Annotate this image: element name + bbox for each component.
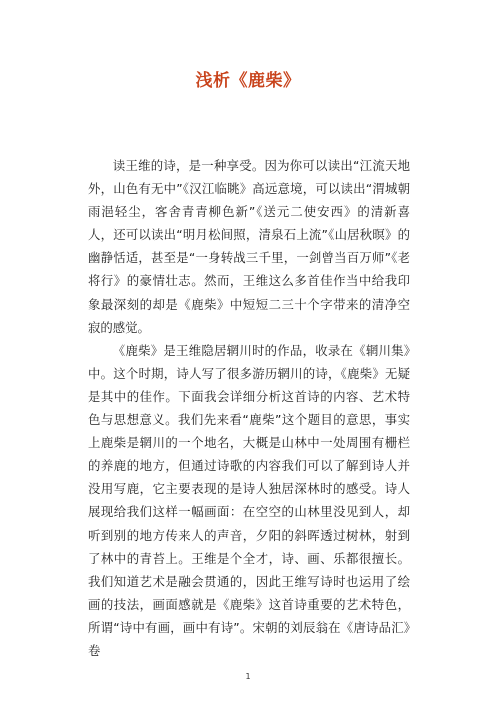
paragraph: 读王维的诗，是一种享受。因为你可以读出“江流天地外，山色有无中”《汉江临眺》高远意境，可以读出“渭城朝雨浥轻尘，客舍青青柳色新”《送元二使安西》的清新喜人，还可以读出“明月松间照，清泉石上流”《山居秋暝》的幽静恬适，甚至是“一身转战三千里，一剑曾当百万师”《老将行》的豪情壮志。然而，王维这么多首佳作当中给我印象最深刻的却是《鹿柴》中短短二三十个字带来的清净空寂的感觉。 bbox=[88, 158, 410, 335]
document-body bbox=[88, 154, 410, 662]
page-number: 1 bbox=[245, 672, 251, 681]
paragraph: 《鹿柴》是王维隐居辋川时的作品，收录在《辋川集》中。这个时期，诗人写了很多游历辋川的诗，《鹿柴》无疑是其中的佳作。下面我会详细分析这首诗的内容、艺术特色与思想意义。我们先来看“鹿柴”这个题目的意思，事实上鹿柴是辋川的一个地名，大概是山林中一处周围有栅栏的养鹿的地方，但通过诗歌的内容我们可以了解到诗人并没用写鹿，它主要表现的是诗人独居深林时的感受。诗人展现给我们这样一幅画面：在空空的山林里没见到人，却听到别的地方传来人的声音，夕阳的斜晖透过树林，射到了林中的青苔上。王维是个全才，诗、画、乐都很擅长。我们知道艺术是融会贯通的，因此王维写诗时也运用了绘画的技法，画面感就是《鹿柴》这首诗重要的艺术特色，所谓“诗中有画，画中有诗”。宋朝的刘辰翁在《唐诗品汇》卷 bbox=[88, 342, 410, 658]
page-title: 浅析《鹿柴》 bbox=[195, 71, 301, 91]
